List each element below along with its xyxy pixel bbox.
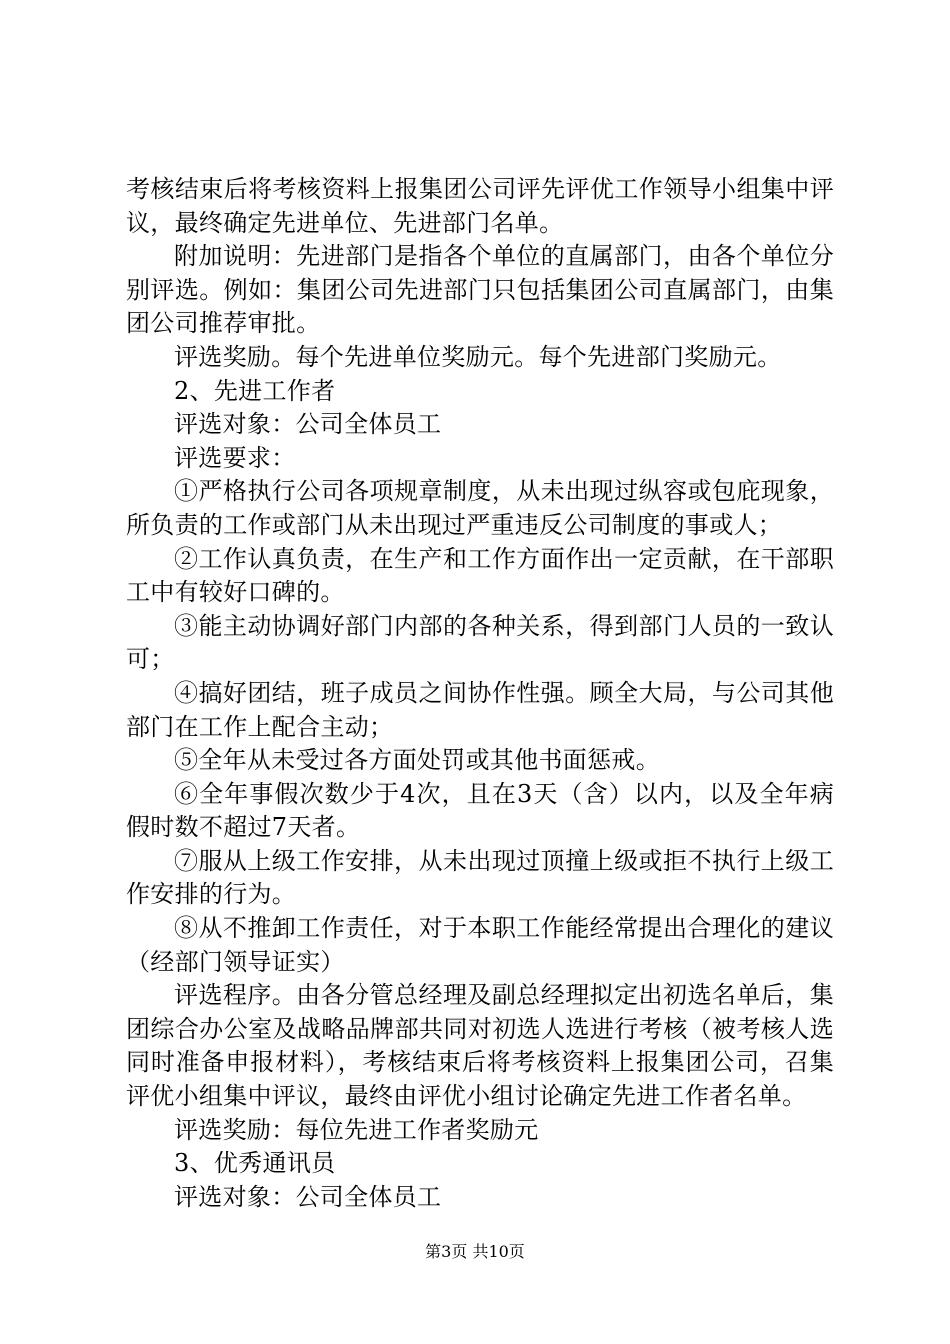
requirement-3: ③能主动协调好部门内部的各种关系，得到部门人员的一致认可； [126, 611, 834, 674]
requirement-8: ⑧从不推卸工作责任，对于本职工作能经常提出合理化的建议（经部门领导证实） [126, 914, 834, 976]
requirement-4: ④搞好团结，班子成员之间协作性强。顾全大局，与公司其他部门在工作上配合主动； [126, 678, 834, 741]
page-footer: 第3页 共10页 [425, 1242, 525, 1261]
requirement-1: ①严格执行公司各项规章制度，从未出现过纵容或包庇现象，所负责的工作或部门从未出现过严重违反公司制度的事或人； [126, 477, 834, 539]
requirement-6: ⑥全年事假次数少于4次，且在3天（含）以内，以及全年病假时数不超过7天者。 [126, 779, 834, 842]
paragraph-1: 考核结束后将考核资料上报集团公司评先评优工作领导小组集中评议，最终确定先进单位、先进部门名单。 [126, 175, 834, 237]
requirement-5: ⑤全年从未受过各方面处罚或其他书面惩戒。 [174, 746, 660, 775]
paragraph-5: 评选对象：公司全体员工 [174, 410, 442, 439]
section-heading-3: 3、优秀通讯员 [174, 1149, 336, 1178]
document-body [126, 173, 834, 1214]
section-heading-2: 2、先进工作者 [174, 376, 336, 405]
paragraph-reward: 评选奖励：每位先进工作者奖励元 [174, 1115, 539, 1144]
requirement-7: ⑦服从上级工作安排，从未出现过顶撞上级或拒不执行上级工作安排的行为。 [126, 846, 834, 909]
paragraph-2: 附加说明：先进部门是指各个单位的直属部门，由各个单位分别评选。例如：集团公司先进部门只包括集团公司直属部门，由集团公司推荐审批。 [126, 242, 834, 338]
requirement-2: ②工作认真负责，在生产和工作方面作出一定贡献，在干部职工中有较好口碑的。 [126, 544, 834, 607]
paragraph-6: 评选要求： [174, 443, 296, 472]
paragraph-3: 评选奖励。每个先进单位奖励元。每个先进部门奖励元。 [174, 342, 782, 371]
paragraph-target: 评选对象：公司全体员工 [174, 1182, 442, 1211]
paragraph-procedure: 评选程序。由各分管总经理及副总经理拟定出初选名单后，集团综合办公室及战略品牌部共同对初选人选进行考核（被考核人选同时准备申报材料），考核结束后将考核资料上报集团公司，召集评优小组集中评议，最终由评优小组讨论确定先进工作者名单。 [126, 981, 834, 1111]
